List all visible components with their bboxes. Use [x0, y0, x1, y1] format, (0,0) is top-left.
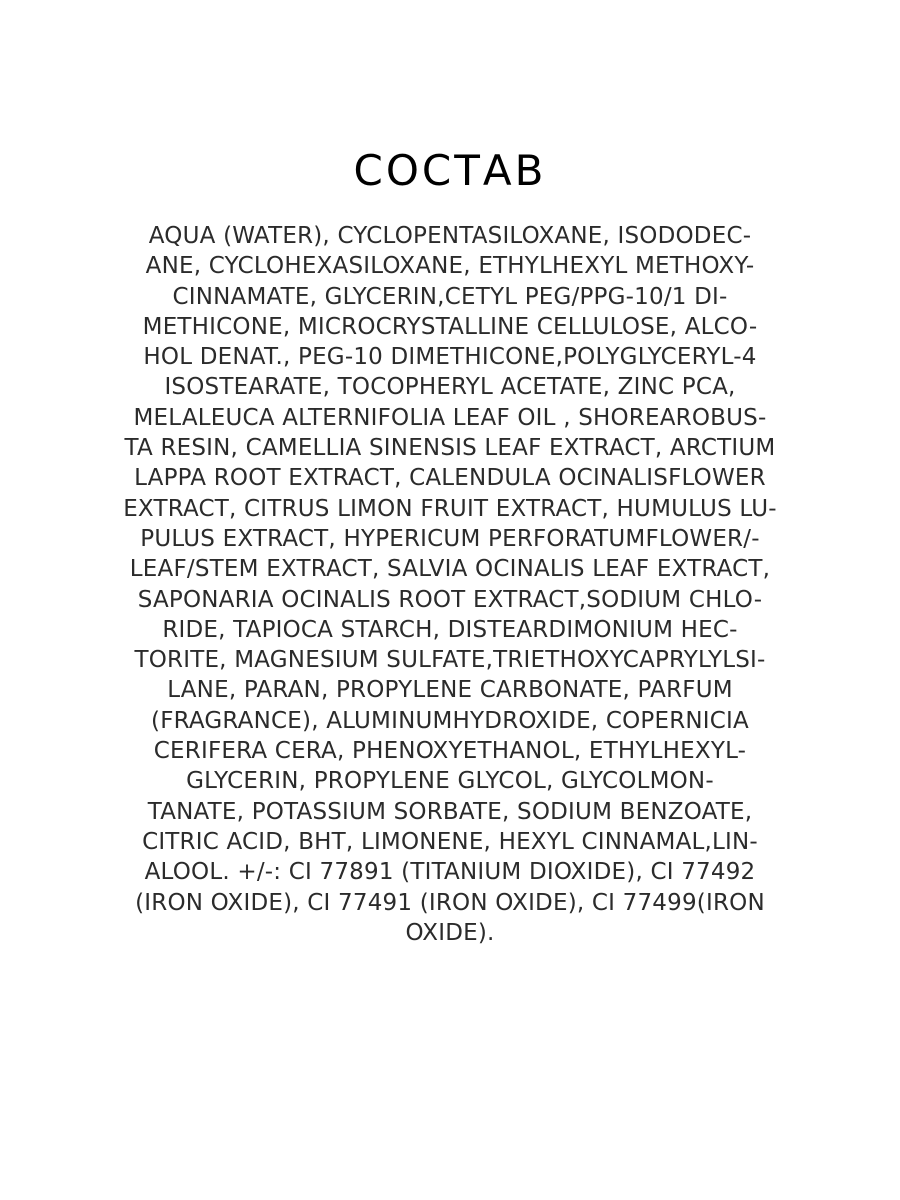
ingredients-line: LANE, PARAN, PROPYLENE CARBONATE, PARFUM — [167, 677, 733, 704]
ingredients-line: (IRON OXIDE), CI 77491 (IRON OXIDE), CI 77499(IRON — [135, 889, 765, 916]
ingredients-line: CINNAMATE, GLYCERIN,CETYL PEG/PPG-10/1 DI- — [172, 283, 728, 310]
ingredients-line: TA RESIN, CAMELLIA SINENSIS LEAF EXTRACT, ARCTIUM — [124, 435, 776, 462]
ingredients-line: PULUS EXTRACT, HYPERICUM PERFORATUMFLOWER/- — [140, 525, 760, 552]
ingredients-line: GLYCERIN, PROPYLENE GLYCOL, GLYCOLMON- — [186, 768, 714, 795]
ingredients-line: LAPPA ROOT EXTRACT, CALENDULA OCINALISFLOWER — [134, 465, 766, 492]
ingredients-line: METHICONE, MICROCRYSTALLINE CELLULOSE, ALCO- — [142, 313, 758, 340]
ingredients-line: (FRAGRANCE), ALUMINUMHYDROXIDE, COPERNICIA — [151, 707, 749, 734]
ingredients-line: TANATE, POTASSIUM SORBATE, SODIUM BENZOATE, — [147, 798, 753, 825]
ingredients-line: CERIFERA CERA, PHENOXYETHANOL, ETHYLHEXYL- — [153, 738, 747, 765]
ingredients-line: ISOSTEARATE, TOCOPHERYL ACETATE, ZINC PCA, — [164, 374, 736, 401]
page-title: СОСТАВ — [353, 146, 547, 195]
ingredients-line: LEAF/STEM EXTRACT, SALVIA OCINALIS LEAF EXTRACT, — [129, 556, 771, 583]
ingredients-line: MELALEUCA ALTERNIFOLIA LEAF OIL , SHOREAROBUS- — [133, 404, 767, 431]
ingredients-line: AQUA (WATER), CYCLOPENTASILOXANE, ISODODEC- — [148, 223, 752, 249]
ingredients-line: SAPONARIA OCINALIS ROOT EXTRACT,SODIUM CHLO- — [137, 586, 763, 613]
ingredients-line: EXTRACT, CITRUS LIMON FRUIT EXTRACT, HUMULUS LU- — [123, 495, 777, 522]
ingredients-list — [60, 221, 840, 948]
ingredients-line: RIDE, TAPIOCA STARCH, DISTEARDIMONIUM HEC- — [162, 616, 738, 643]
ingredients-line: ALOOL. +/-: CI 77891 (TITANIUM DIOXIDE), CI 77492 — [144, 859, 756, 886]
ingredients-line: CITRIC ACID, BHT, LIMONENE, HEXYL CINNAMAL,LIN- — [142, 828, 758, 855]
ingredients-line: ANE, CYCLOHEXASILOXANE, ETHYLHEXYL METHOXY- — [145, 253, 755, 280]
ingredients-line: OXIDE). — [405, 919, 495, 946]
ingredients-line: HOL DENAT., PEG-10 DIMETHICONE,POLYGLYCERYL-4 — [143, 344, 757, 371]
ingredients-line: TORITE, MAGNESIUM SULFATE,TRIETHOXYCAPRYLYLSI- — [134, 647, 766, 674]
